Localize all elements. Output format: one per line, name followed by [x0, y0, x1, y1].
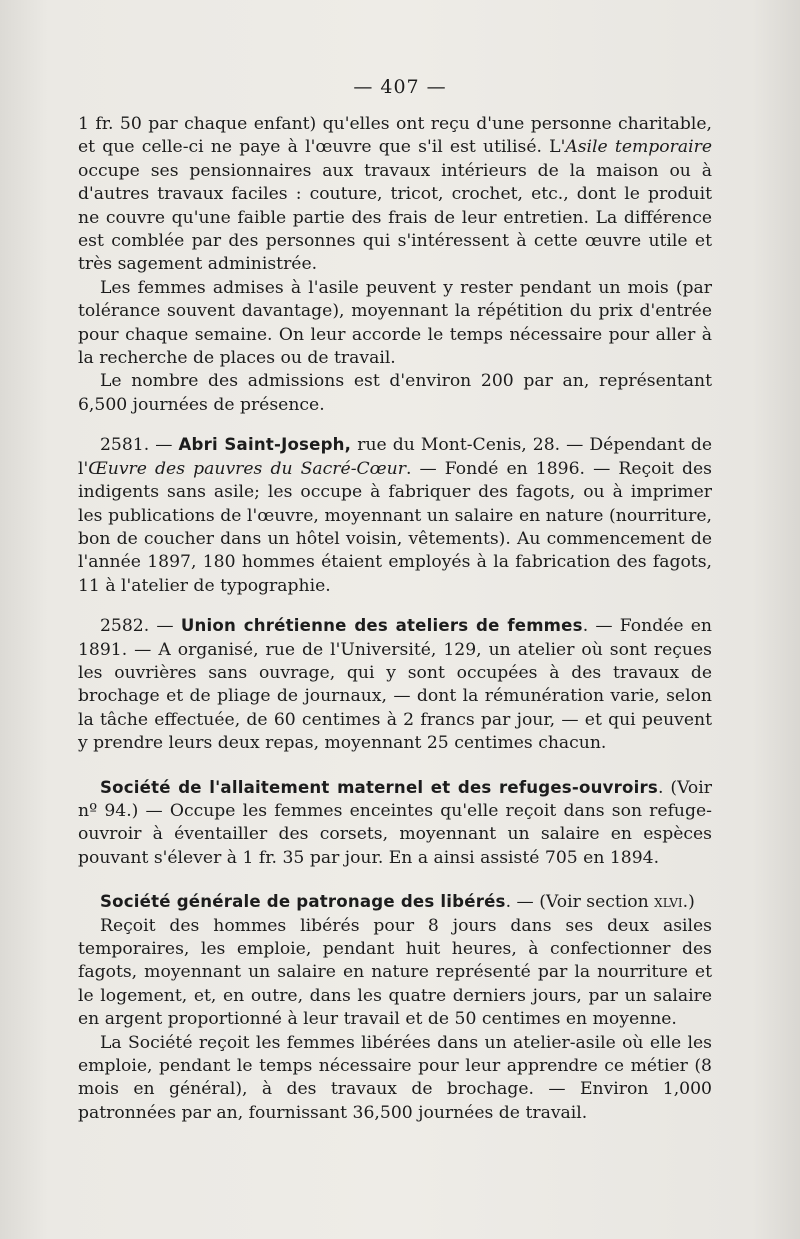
paragraph-admission: Les femmes admises à l'asile peuvent y rester pendant un mois (par tolérance souvent davantage), moyennant la répétition du prix d'entrée pour chaque semaine. On leur accorde le temps nécessaire pour aller à la recherche de places ou de travail.	[78, 277, 712, 369]
text: . — (Voir section	[505, 892, 655, 913]
page-number: — 407 —	[353, 76, 447, 98]
asile-temporaire-italic: Asile temporaire	[565, 137, 712, 158]
text: . — Fondée en 1891. — A organisé, rue de l'Université, 129, un atelier où sont reçues les ouvrières sans ouvrage, qui y sont occupées à des travaux de brochage et de pliage de journaux, — dont la rémunération varie, selon la tâche effectuée, de 60 centimes à 2 francs par jour, — et qui peuvent y prendre leurs deux repas, moyennant 25 centimes chacun.	[78, 616, 713, 754]
entry-patronage	[78, 890, 712, 914]
text: rue du Mont-Cenis, 28. — Dépendant de l'	[78, 435, 712, 479]
entry-title: Abri Saint-Joseph,	[178, 435, 352, 455]
entry-title: Union chrétienne des ateliers de femmes	[180, 616, 583, 636]
text: . — Fondé en 1896. — Reçoit des indigents sans asile; les occupe à fabriquer des fagots, ou à imprimer les publications de l'œuvre, moyennant un salaire en nature (nourriture, bon de coucher dans un hôtel voisin, vêtements). Au commencement de l'année 1897, 180 hommes étaient employés à la fabrication des fagots, 11 à l'atelier de typographie.	[78, 458, 712, 596]
oeuvre-italic: Œuvre des pauvres du Sacré-Cœur	[88, 458, 406, 479]
entry-2582	[78, 614, 712, 755]
text: 1 fr. 50 par chaque enfant) qu'elles ont reçu d'une personne charitable, et que celle-ci ne paye à l'œuvre que s'il est utilisé. L'	[78, 114, 712, 158]
entry-2581	[78, 433, 712, 598]
text: .)	[682, 892, 695, 913]
paragraph-liberes-hommes: Reçoit des hommes libérés pour 8 jours dans ses deux asiles temporaires, les emploie, pendant huit heures, à confectionner des fagots, moyennant un salaire en nature représenté par la nourriture et le logement, et, en outre, dans les quatre derniers jours, par un salaire en argent proportionné à leur travail et de 50 centimes en moyenne.	[78, 915, 712, 1030]
text: . (Voir nº 94.) — Occupe les femmes enceintes qu'elle reçoit dans son refuge-ouvroir à éventailler des corsets, moyennant un salaire en espèces pouvant s'élever à 1 fr. 35 par jour. En a ainsi assisté 705 en 1894.	[78, 777, 712, 868]
page-body	[78, 113, 712, 1125]
text: occupe ses pensionnaires aux travaux intérieurs de la maison ou à d'autres travaux faciles : couture, tricot, crochet, etc., dont le produit ne couvre qu'une faible partie des frais de leur entretien. La différence est comblée par des personnes qui s'intéressent à cette œuvre utile et très sagement administrée.	[78, 160, 712, 275]
entry-allaitement	[78, 776, 712, 871]
entry-number: 2582. —	[100, 616, 181, 637]
entry-title: Société de l'allaitement maternel et des refuges-ouvroirs	[100, 777, 658, 797]
paragraph-asile-temporaire	[78, 113, 712, 277]
entry-number: 2581. —	[100, 435, 179, 456]
paragraph-statistics: Le nombre des admissions est d'environ 200 par an, représentant 6,500 journées de présence.	[78, 371, 712, 415]
section-number: xlvi	[654, 892, 683, 913]
paragraph-liberes-femmes: La Société reçoit les femmes libérées dans un atelier-asile où elle les emploie, pendant le temps nécessaire pour leur apprendre ce métier (8 mois en général), à des travaux de brochage. — Environ 1,000 patronnées par an, fournissant 36,500 journées de travail.	[78, 1032, 712, 1123]
entry-title: Société générale de patronage des libérés	[100, 892, 506, 912]
